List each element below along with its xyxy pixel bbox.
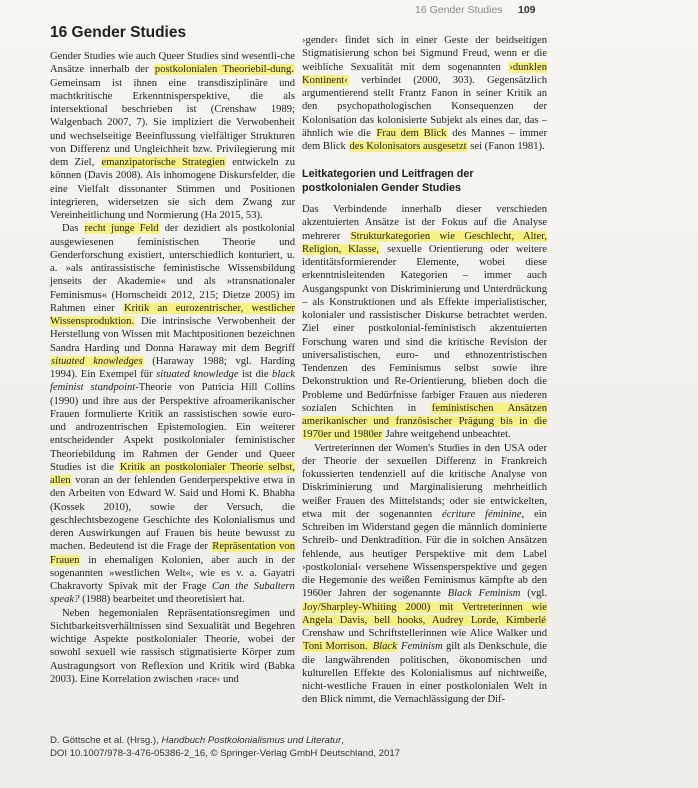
- highlighted-text: Frau dem Blick: [376, 127, 447, 139]
- book-title: Handbuch Postkolonialismus und Literatur: [161, 735, 342, 746]
- text-run: entwickeln zu können (Davis 2008). Als inhomogene Diskursfelder, die eine Vielfalt dissonanter Stimmen und Positionen integrieren, widersetzen sie sich dem Zwang zur Vereinheitlichung und Normierung (Ha 2015, 53).: [50, 157, 295, 221]
- highlighted-italic-text: situated knowledges: [51, 355, 143, 367]
- text-run: der dezidiert als postkolonial ausgewiesenen feministischen Theorie und Genderforschung existiert, unterschiedlich konturiert, u. a. »als antirassistische feministische Wissensbildung jenseits der Akademie« und als »transnationaler Feminismus« (Hornscheidt 2012, 215; Dietze 2005) im Rahmen einer: [50, 223, 296, 314]
- text-run: des Mannes – immer dem Blick: [302, 127, 547, 152]
- page-number: 109: [518, 4, 536, 16]
- text-run: Neben hegemonialen Repräsentationsregimen und Sichtbarkeitsverhältnissen sind Sexualität und Begehren wichtige Aspekte postkolonialer Theorie, wobei der sowohl sexuell wie rassisch stigmatisierte Körper zum Austragungsort von Reflexion und Kritik wird (Babka 2003). Eine Korrelation zwischen ›race‹ und: [50, 607, 295, 685]
- running-head: 16 Gender Studies: [415, 4, 503, 16]
- doi-line: DOI 10.1007/978-3-476-05386-2_16, © Springer-Verlag GmbH Deutschland, 2017: [50, 748, 400, 759]
- italic-text: écriture féminine: [442, 508, 522, 520]
- highlighted-text: ›dunklen Kontinent‹: [302, 61, 547, 86]
- text-run: -Theorie von Patricia Hill Collins (1990) und ihre aus der Perspektive afroamerikanischer Frauen formulierte Kritik an rassistischen sowie euro- und androzentrischen Epistemologien. Ein weiterer entscheidender Aspekt postkolonialer feministischer Theoriebildung im Rahmen der Gender und Queer Studies ist die: [50, 382, 295, 473]
- right-column: [302, 34, 547, 707]
- text-run: (vgl.: [520, 588, 547, 600]
- text-run: Gender Studies wie auch Queer Studies sind wesentli-: [50, 51, 281, 62]
- text-run: (1988) bearbeitet und theoretisiert hat.: [79, 594, 245, 606]
- text-run: verbindet (2000, 303). Gegensätzlich argumentierend stellt Frantz Fanon in seiner Kritik an den psychopathologischen Konsequenzen der Kolonisation das kolonisierte Subjekt als eines dar, das – ähnlich wie die: [302, 74, 547, 139]
- text-run: sei (Fanon 1981).: [467, 141, 545, 152]
- highlighted-text: feministischen Ansätzen amerikanischer und französischer Prägung bis in die 1970er und 1980er: [302, 402, 547, 441]
- italic-text: Can the Subaltern speak?: [50, 581, 295, 606]
- highlighted-text: recht junge Feld: [84, 223, 159, 235]
- citation-line: [50, 734, 610, 747]
- publication-footer: [50, 734, 610, 760]
- text-run: ,: [341, 735, 344, 746]
- text-run: Jahre weitgehend unbeachtet.: [383, 429, 511, 441]
- chapter-title: 16 Gender Studies: [50, 24, 187, 41]
- text-run: Die intrinsische Verwobenheit der Herstellung von Wissen mit Machtpositionen bezeichnen Sandra Harding und Donna Haraway mit dem Begriff: [50, 316, 295, 354]
- highlighted-text: Kritik an postkolonialer Theorie selbst, allen: [50, 461, 295, 486]
- text-run: (Haraway 1988; vgl. Harding 1994). Ein Exempel für: [50, 355, 295, 380]
- highlighted-text: Kritik an eurozentrischer, westlicher Wissensproduktion.: [50, 302, 295, 327]
- highlighted-text: Repräsentation von Frauen: [50, 541, 295, 566]
- text-run: , ein Schreiben im Widerstand gegen die männlich dominierte Schreib- und Denktradition. Für die in solchen Ansätzen fehlende, aus heutiger Perspektive mit dem Label ›postkolonial‹ versehene Wissensperspektive und gegen die Hegemonie des weißen Feminismus kämpfte ab den 1960er Jahren der sogenannte: [302, 508, 547, 600]
- highlighted-text: postkolonialen Theoriebil-dung.: [154, 64, 294, 76]
- text-run: voran an der fehlenden Genderperspektive etwa in den Arbeiten von Edward W. Said und Homi K. Bhabha (Kossek 2010), sowie der Versuch, die geschlechtsbezogene Geschichte des Kolonialismus und deren Auswirkungen auf Frauen bis heute bewusst zu machen. Bedeutend ist die Frage der: [50, 475, 295, 553]
- highlighted-text: emanzipatorische Strategien: [101, 157, 225, 168]
- text-run: Das Verbindende innerhalb dieser verschieden akzentuierten Ansätze ist der Fokus auf die Analyse mehrerer: [302, 204, 547, 242]
- paragraph: [302, 203, 547, 442]
- paragraph: [50, 607, 295, 687]
- text-run: gilt als Denkschule, die die langwährenden politischen, ökonomischen und kulturellen Effekte des Kolonialismus auf nichtweiße, nicht-westliche Frauen in einer postkolonialen Welt in den Blick nimmt, die Vernachlässigung der Dif-: [302, 641, 547, 706]
- text-run: ist die: [238, 369, 273, 380]
- text-run: Vertreterinnen der Women's Studies in den USA oder der Theorie der sexuellen Differenz in Frankreich fokussierten tendenziell auf die kritische Analyse von Diskriminierung und Marginalisierung mehrheitlich weißer Frauen des Mittelstands; oder sie entwickelten, etwa mit der sogenannten: [302, 442, 547, 520]
- text-run: D. Göttsche et al. (Hrsg.),: [50, 735, 162, 746]
- highlighted-italic-text: Black: [372, 641, 397, 653]
- section-heading: Leitkategorien und Leitfragen der postkolonialen Gender Studies: [302, 168, 474, 194]
- italic-text: situated knowledge: [156, 369, 239, 380]
- italic-text: black feminist standpoint: [50, 369, 295, 394]
- highlighted-text: des Kolonisators ausgesetzt: [349, 141, 467, 152]
- paragraph: [50, 222, 295, 606]
- text-run: in ehemaligen Kolonien, aber auch in der sogenannten »westlichen Welt«, wie es v. a. Gayatri Chakravorty Spivak mit der Frage: [50, 554, 295, 592]
- paragraph: [302, 34, 547, 153]
- italic-text: Feminism: [401, 641, 443, 653]
- italic-text: Black Feminism: [447, 588, 521, 600]
- highlighted-text: Toni Morrison.: [303, 641, 371, 653]
- text-run: che Ansätze innerhalb der: [50, 51, 295, 76]
- text-run: sexuelle Orientierung oder weitere identitätsformierender Elemente, wobei diese erkenntnisleitenden Kategorien – immer auch Ausgangspunkt von Diskriminierung und Unterdrückung – als Konstruktionen und als Effekte imperialistischer, kolonialer und rassistischer Diskurse betrachtet werden. Ziel einer postkolonial-feministisch akzentuierten Forschung waren und sind die kritische Revision der universalistischen, euro- und ethnozentristischen Tendenzen des Feminismus selbst sowie ihre Dekonstruktion und Re-Orientierung, blieben doch die Probleme und Bedürfnisse farbiger Frauen aus niederen sozialen Schichten in: [302, 243, 547, 414]
- highlighted-text: Joy/Sharpley-Whiting 2000) mit Vertreterinnen wie Angela Davis, bell hooks, Audrey Lorde, Kimberlé: [302, 601, 547, 626]
- text-run: Crenshaw und Schriftstellerinnen wie Alice Walker und: [302, 628, 547, 640]
- text-run: ›gender‹ findet sich in einer Geste der beidseitigen Stigmatisierung schon bei Sigmund Freud, wenn er die weibliche Sexualität mit dem sogenannten: [302, 35, 547, 73]
- paragraph: [50, 50, 295, 222]
- left-column: [50, 50, 295, 686]
- highlighted-text: Strukturkategorien wie Geschlecht, Alter, Religion, Klasse,: [302, 230, 548, 255]
- text-run: Gemeinsam ist ihnen eine transdisziplinäre und machtkritische Erkenntnisperspektive, die als intersektional beschrieben ist (Crenshaw 1989; Walgenbach 2007, 7). Sie impliziert die Verwobenheit und wechselseitige Beeinflussung vielfältiger Strukturen von Differenz und Ungleichheit bzw. Privilegierung mit dem Ziel,: [50, 77, 295, 168]
- paragraph: [302, 442, 547, 707]
- text-run: Das: [62, 223, 84, 235]
